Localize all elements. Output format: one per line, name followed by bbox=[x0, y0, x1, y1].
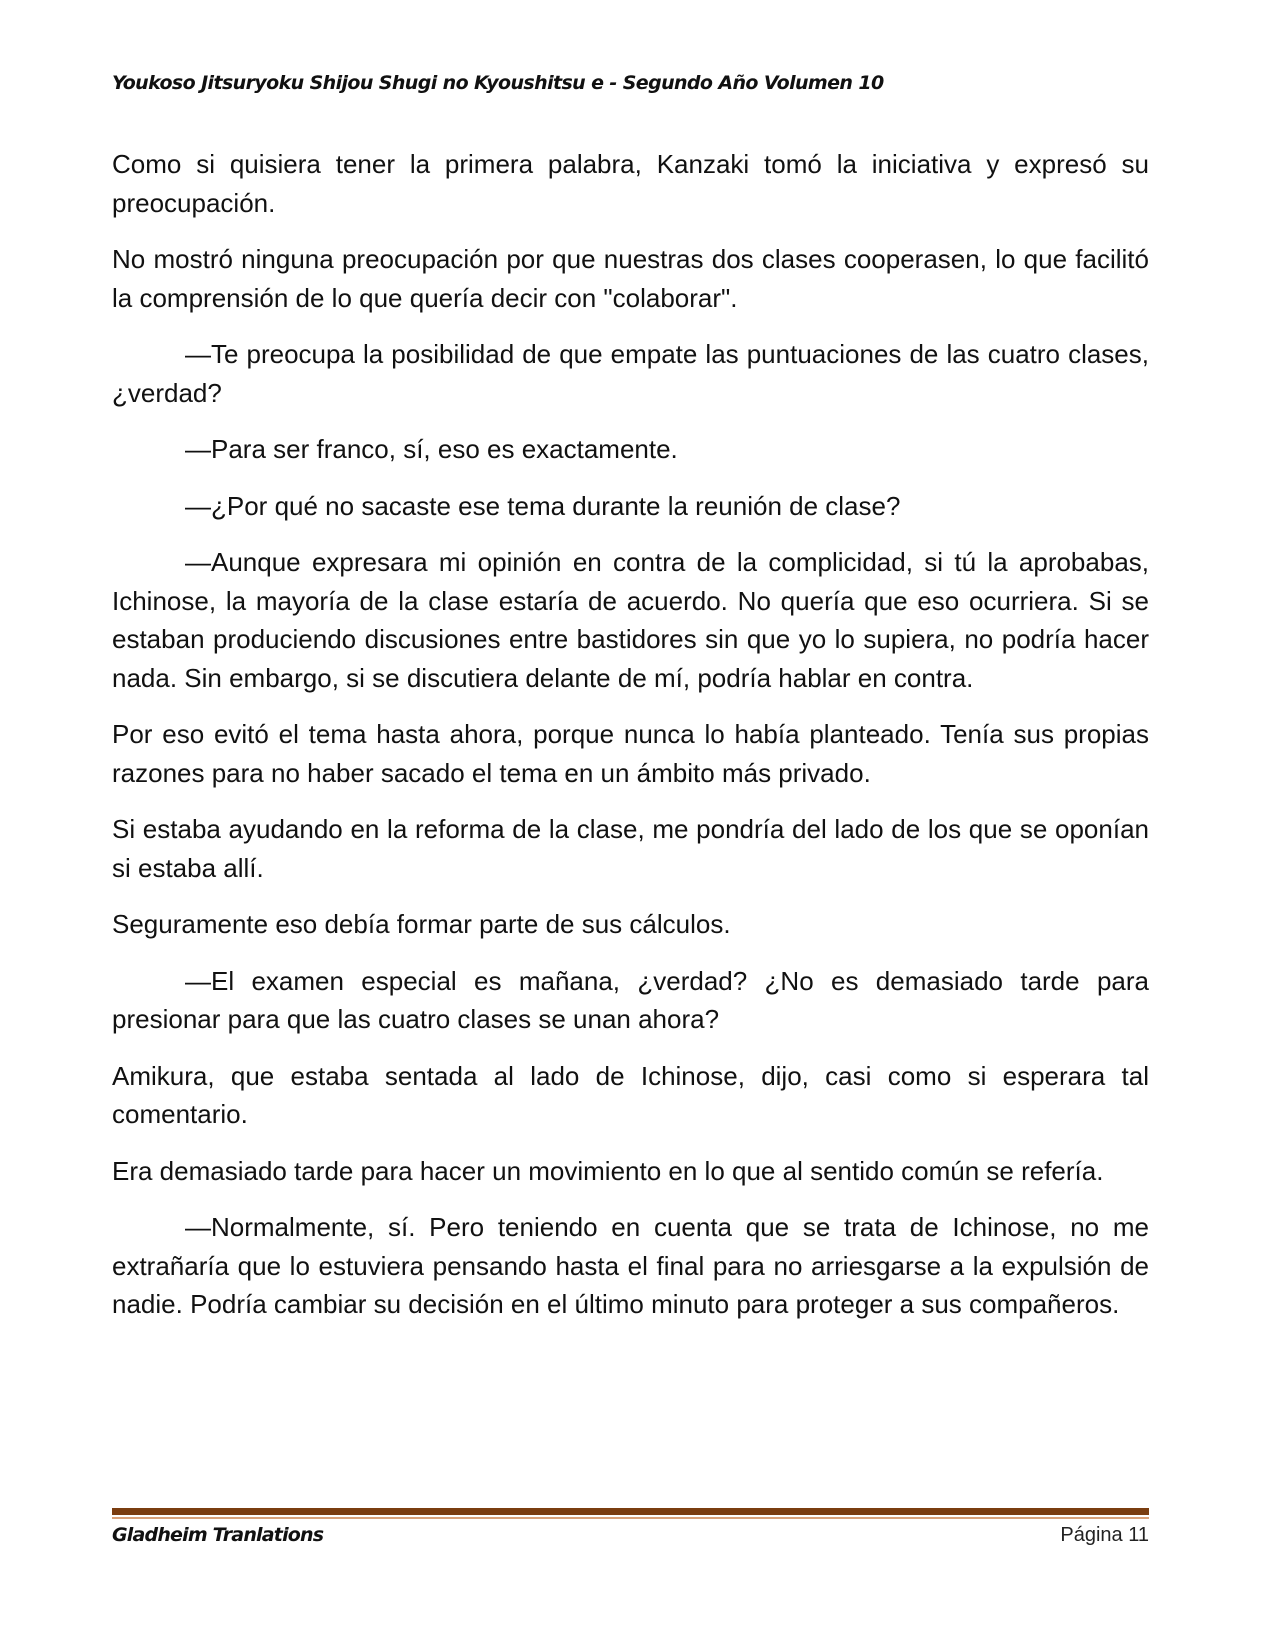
page-number: Página 11 bbox=[1060, 1524, 1149, 1546]
footer-rule-thin bbox=[112, 1517, 1149, 1519]
dialogue-paragraph: —El examen especial es mañana, ¿verdad? ¿No es demasiado tarde para presionar para que las cuatro clases se unan ahora? bbox=[112, 965, 1149, 1034]
dialogue-paragraph: —Normalmente, sí. Pero teniendo en cuenta que se trata de Ichinose, no me extrañaría que lo estuviera pensando hasta el final para no arriesgarse a la expulsión de nadie. Podría cambiar su decisión en el último minuto para proteger a sus compañeros. bbox=[112, 1212, 1149, 1319]
running-header: Youkoso Jitsuryoku Shijou Shugi no Kyoushitsu e - Segundo Año Volumen 10 bbox=[112, 72, 884, 94]
footer-rule bbox=[112, 1508, 1149, 1515]
paragraph: Por eso evitó el tema hasta ahora, porque nunca lo había planteado. Tenía sus propias razones para no haber sacado el tema en un ámbito más privado. bbox=[112, 719, 1149, 788]
dialogue-paragraph: —Te preocupa la posibilidad de que empate las puntuaciones de las cuatro clases, ¿verdad? bbox=[112, 339, 1149, 408]
paragraph: Era demasiado tarde para hacer un movimiento en lo que al sentido común se refería. bbox=[112, 1155, 1104, 1186]
paragraph: Amikura, que estaba sentada al lado de Ichinose, dijo, casi como si esperara tal comentario. bbox=[112, 1060, 1149, 1129]
paragraph: Si estaba ayudando en la reforma de la clase, me pondría del lado de los que se oponían si estaba allí. bbox=[112, 814, 1149, 883]
dialogue-paragraph: —Aunque expresara mi opinión en contra de la complicidad, si tú la aprobabas, Ichinose, la mayoría de la clase estaría de acuerdo. No quería que eso ocurriera. Si se estaban produciendo discusiones entre bastidores sin que yo lo supiera, no podría hacer nada. Sin embargo, si se discutiera delante de mí, podría hablar en contra. bbox=[112, 547, 1149, 693]
footer-translator: Gladheim Tranlations bbox=[112, 1524, 324, 1546]
paragraph: Como si quisiera tener la primera palabra, Kanzaki tomó la iniciativa y expresó su preocupación. bbox=[112, 149, 1149, 218]
paragraph: Seguramente eso debía formar parte de sus cálculos. bbox=[112, 909, 731, 939]
paragraph: No mostró ninguna preocupación por que nuestras dos clases cooperasen, lo que facilitó la comprensión de lo que quería decir con "colaborar". bbox=[112, 244, 1149, 313]
dialogue-paragraph: —Para ser franco, sí, eso es exactamente. bbox=[185, 434, 678, 464]
dialogue-paragraph: —¿Por qué no sacaste ese tema durante la reunión de clase? bbox=[185, 490, 901, 521]
document-body bbox=[112, 145, 1149, 1342]
